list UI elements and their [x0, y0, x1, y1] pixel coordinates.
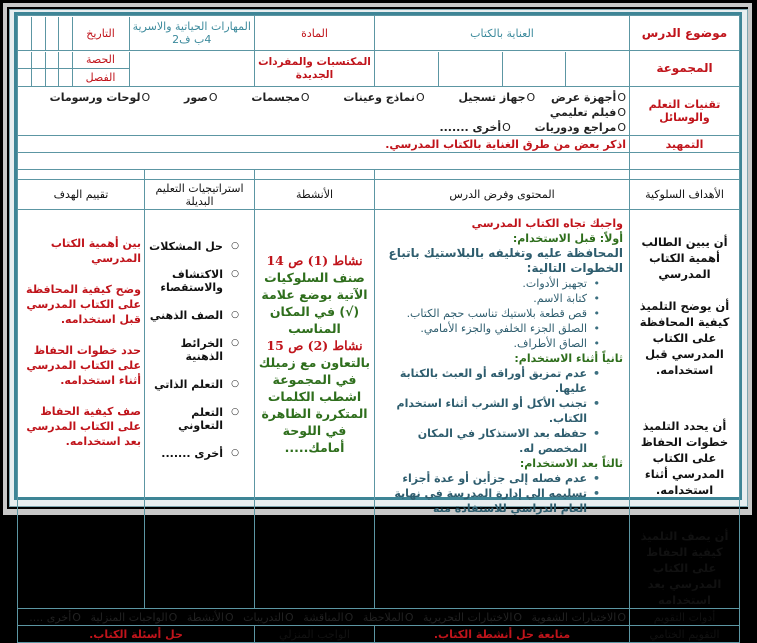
- topic-label: موضوع الدرس: [630, 16, 740, 51]
- empty-cell: [630, 170, 740, 180]
- content-cell: [375, 210, 630, 609]
- group-cell-4[interactable]: [375, 52, 439, 86]
- empty-cell: [145, 170, 255, 180]
- strategies-cell: [145, 210, 255, 609]
- col-header-activities: الأنشطة: [255, 180, 375, 210]
- assessment-option[interactable]: Oأخرى ....: [29, 610, 81, 624]
- activity-2-text: بالتعاون مع زميلك في المجموعة اشطب الكلمات المتكررة الظاهرة في اللوحة أمامك.....: [258, 355, 371, 455]
- group-cell-2[interactable]: [502, 52, 566, 86]
- assessment-tools-label: أدوات التقويم: [630, 609, 740, 626]
- content-title: واجبك تجاه الكتاب المدرسي: [471, 217, 623, 230]
- group-label: المجموعة: [630, 51, 740, 87]
- topic-value[interactable]: العناية بالكتاب: [375, 16, 630, 51]
- vocab-label: المكتسبات والمفردات الجديدة: [255, 51, 375, 87]
- radio-icon: O: [617, 610, 626, 624]
- tool-option[interactable]: Oلوحات ورسومات: [49, 91, 151, 104]
- objective-item: أن يحدد التلميذ خطوات الحفاظ على الكتاب المدرسي أثناء استخدامه.: [640, 419, 729, 497]
- strategy-option[interactable]: ○ التعلم الذاتي: [148, 378, 223, 391]
- tool-option[interactable]: Oفيلم تعليمي: [549, 106, 626, 119]
- activity-2-title: نشاط (2) ص 15: [266, 338, 363, 353]
- tools-label: تقنيات التعلم والوسائل: [630, 87, 740, 136]
- content-section-2: ثانياً أثناء الاستخدام:: [514, 352, 623, 365]
- strategy-option[interactable]: ○ الخرائط الذهنية: [148, 337, 223, 363]
- objective-item: أن يبين الطالب أهمية الكتاب المدرسي: [641, 235, 728, 281]
- class-cell-3[interactable]: [32, 69, 46, 86]
- activity-1-title: نشاط (1) ص 14: [266, 253, 363, 268]
- class-cell-4[interactable]: [18, 69, 32, 86]
- period-class-cell: [18, 51, 255, 87]
- evaluation-item: صف كيفية الحفاظ على الكتاب المدرسي بعد استخدامه.: [26, 405, 141, 448]
- tools-options: [18, 87, 630, 136]
- radio-icon: O: [72, 610, 81, 624]
- subject-value[interactable]: المهارات الحياتية والاسرية 4ب ف2: [129, 17, 254, 50]
- class-cell-2[interactable]: [45, 69, 59, 86]
- period-cell-2[interactable]: [45, 52, 59, 69]
- col-header-objectives: الأهداف السلوكية: [630, 180, 740, 210]
- subject-date-subtable: [18, 17, 254, 50]
- radio-icon: O: [526, 91, 536, 104]
- list-item: • تسليمه الي إدارة المدرسة في نهاية العام الدراسي للاستفادة منه: [379, 486, 587, 516]
- empty-cell: [255, 170, 375, 180]
- homework-text[interactable]: حل أسئلة الكتاب.: [18, 626, 255, 643]
- evaluation-item: بين أهمية الكتاب المدرسي: [50, 237, 141, 265]
- tool-option[interactable]: Oمراجع ودوريات: [534, 121, 626, 134]
- list-item: • الصلق الجزء الخلفي والجزء الأمامي.: [379, 321, 587, 336]
- lesson-plan-sheet: [14, 12, 742, 641]
- group-subtable: [375, 52, 629, 86]
- evaluation-item: وضح كيفية المحافظة على الكتاب المدرسي قبل استخدامه.: [26, 283, 141, 326]
- content-section-1-list: [379, 276, 623, 351]
- empty-cell: [630, 153, 740, 170]
- radio-icon: O: [617, 91, 626, 104]
- list-item: • كتابة الاسم.: [379, 291, 587, 306]
- list-item: • عدم فصله إلى جزأين أو عدة أجزاء: [379, 471, 587, 486]
- list-item: • تجنب الأكل أو الشرب أثناء استخدام الكتاب.: [379, 396, 587, 426]
- radio-icon: O: [344, 610, 354, 624]
- date-cell-4[interactable]: [18, 17, 32, 50]
- radio-icon: O: [415, 91, 425, 104]
- radio-icon: O: [617, 121, 626, 134]
- radio-icon: O: [224, 610, 234, 624]
- homework-label: الواجب المنزلي: [255, 626, 375, 643]
- strategy-option[interactable]: ○ أخرى .......: [148, 447, 223, 460]
- assessment-option[interactable]: Oالاختبارات الشفوية: [531, 610, 626, 624]
- content-section-2-list: [379, 366, 623, 456]
- period-cell-1[interactable]: [59, 52, 73, 69]
- list-item: • الصاق الأطراف.: [379, 336, 587, 351]
- assessment-tools-options: [18, 609, 630, 626]
- radio-icon: O: [502, 121, 511, 134]
- radio-icon: O: [285, 610, 294, 624]
- tool-option[interactable]: Oنماذج وعينات: [343, 91, 425, 104]
- final-evaluation-text[interactable]: متابعة حل أنشطة الكتاب.: [375, 626, 630, 643]
- empty-cell: [18, 153, 630, 170]
- subject-date-cell: [18, 16, 255, 51]
- final-evaluation-label: التقويم الختامي: [630, 626, 740, 643]
- radio-icon: O: [300, 91, 310, 104]
- date-cell-2[interactable]: [45, 17, 59, 50]
- tool-option[interactable]: Oأخرى .......: [439, 121, 511, 134]
- subject-label: المادة: [255, 16, 375, 51]
- strategy-option[interactable]: ○ التعلم التعاوني: [148, 406, 223, 432]
- intro-text[interactable]: اذكر بعض من طرق الغناية بالكتاب المدرسي.: [18, 136, 630, 153]
- group-cell-1[interactable]: [566, 52, 630, 86]
- date-label: التاريخ: [72, 17, 129, 50]
- list-item: • عدم تمزيق أوراقه أو العبث بالكتابة عليها.: [379, 366, 587, 396]
- assessment-option[interactable]: Oالواجبات المنزلية: [90, 610, 178, 624]
- radio-icon: O: [617, 106, 626, 119]
- content-section-3: ثالثاً بعد الاستخدام:: [519, 457, 623, 470]
- activities-cell: [255, 210, 375, 609]
- lesson-plan-table: [17, 15, 740, 643]
- assessment-option[interactable]: Oالملاحظة: [362, 610, 414, 624]
- content-section-3-list: [379, 471, 623, 516]
- intro-label: التمهيد: [630, 136, 740, 153]
- assessment-option[interactable]: Oالأنشطة: [186, 610, 234, 624]
- strategy-option[interactable]: ○ الصف الذهني: [148, 309, 223, 322]
- col-header-content: المحتوى وفرض الدرس: [375, 180, 630, 210]
- objectives-cell: [630, 210, 740, 609]
- tool-option[interactable]: Oصور: [184, 91, 218, 104]
- strategies-list: [148, 240, 251, 460]
- class-cell-1[interactable]: [59, 69, 73, 86]
- period-label: الحصة: [72, 52, 129, 69]
- col-header-strategies: استراتيجيات التعليم البديلة: [145, 180, 255, 210]
- period-cell-3[interactable]: [32, 52, 46, 69]
- class-label: الفصل: [72, 69, 129, 86]
- period-class-subtable: [18, 52, 254, 86]
- vocab-value[interactable]: [129, 52, 254, 86]
- radio-icon: O: [404, 610, 414, 624]
- radio-icon: O: [141, 91, 151, 104]
- period-cell-4[interactable]: [18, 52, 32, 69]
- activity-1-text: صنف السلوكيات الآتية بوضع علامة (√) في المكان المناسب: [261, 270, 368, 336]
- strategy-option[interactable]: ○ حل المشكلات: [148, 240, 223, 253]
- radio-icon: O: [208, 91, 218, 104]
- tool-option[interactable]: Oأجهزة عرض: [551, 91, 626, 104]
- empty-cell: [375, 170, 630, 180]
- evaluation-item: حدد خطوات الحفاظ على الكتاب المدرسي أثناء استخدامه.: [26, 344, 141, 387]
- tool-option[interactable]: Oجهاز تسجيل: [458, 91, 536, 104]
- content-section-1-intro: المحافظة عليه وتغليفه بالبلاستيك باتباع الخطوات التالية:: [388, 246, 623, 275]
- assessment-option[interactable]: Oالتدريبات: [243, 610, 294, 624]
- col-header-evaluation: تقييم الهدف: [18, 180, 145, 210]
- list-item: • تجهيز الأدوات.: [379, 276, 587, 291]
- list-item: • قص قطعة بلاستيك تناسب حجم الكتاب.: [379, 306, 587, 321]
- evaluation-cell: [18, 210, 145, 609]
- objective-item: أن يصف التلميذ كيفية الحفاظ على الكتاب المدرسي بعد استخدامه: [640, 529, 729, 607]
- strategy-option[interactable]: ○ الاكتشاف والاستقصاء: [148, 268, 223, 294]
- date-cell-1[interactable]: [59, 17, 73, 50]
- date-cell-3[interactable]: [32, 17, 46, 50]
- assessment-option[interactable]: Oالمناقشة: [303, 610, 354, 624]
- list-item: • حفظه بعد الاستذكار في المكان المخصص له.: [379, 426, 587, 456]
- empty-cell: [18, 170, 145, 180]
- content-section-1: أولاً: قبل الاستخدام:: [512, 232, 623, 245]
- radio-icon: O: [513, 610, 523, 624]
- group-cell-3[interactable]: [439, 52, 503, 86]
- group-cells: [375, 51, 630, 87]
- radio-icon: O: [168, 610, 178, 624]
- tool-option[interactable]: Oمجسمات: [251, 91, 310, 104]
- assessment-option[interactable]: Oالاختبارات التحريرية: [423, 610, 523, 624]
- objective-item: أن يوضح التلميذ كيفية المحافظة على الكتاب المدرسي قبل استخدامه.: [639, 299, 730, 377]
